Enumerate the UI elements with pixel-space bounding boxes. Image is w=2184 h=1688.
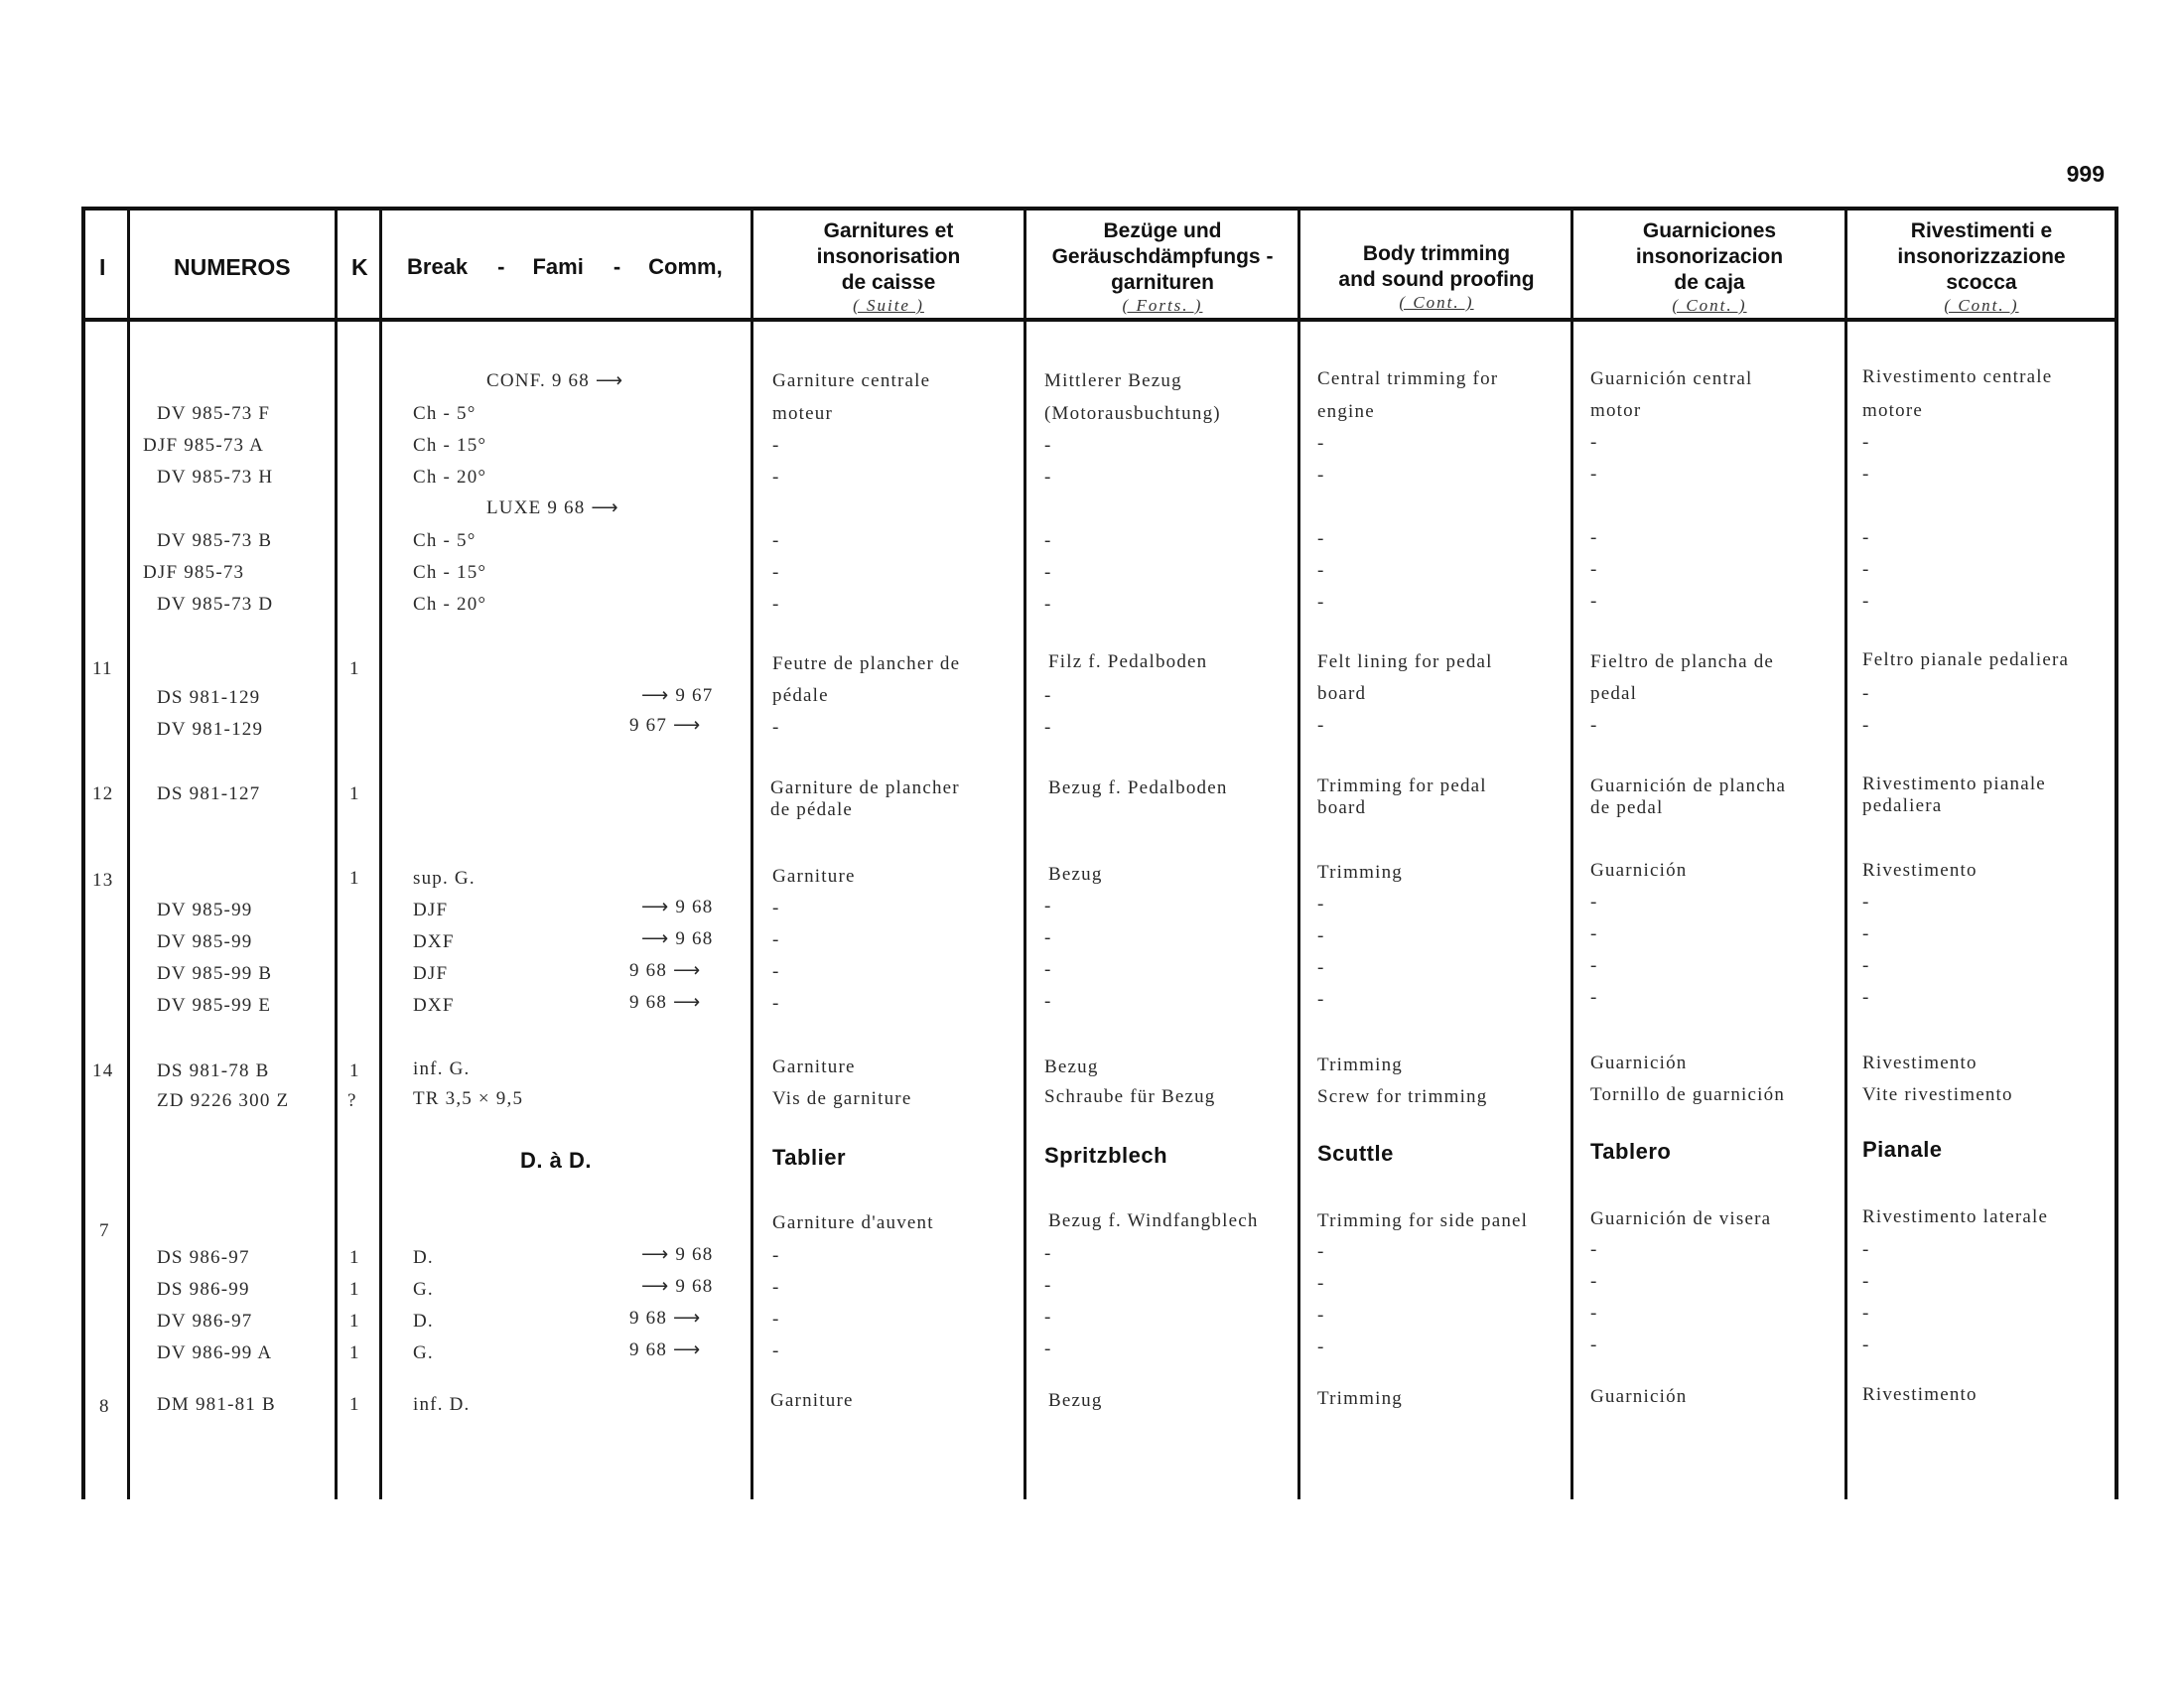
item-number: 13 xyxy=(92,870,114,891)
cell-k: 1 xyxy=(349,1342,360,1363)
cell-de: - xyxy=(1044,685,1052,706)
cell-it: pedaliera xyxy=(1862,795,1943,816)
item-number: 12 xyxy=(92,783,114,804)
cell-fr: Garniture xyxy=(772,1056,856,1077)
cell-fr: - xyxy=(772,530,780,551)
cell-fr: - xyxy=(772,1309,780,1330)
header-it-line: Rivestimenti e xyxy=(1910,219,2053,242)
cell-en: - xyxy=(1317,1336,1325,1357)
cell-fr: - xyxy=(772,961,780,982)
cell-de: Bezug xyxy=(1048,864,1103,885)
cell-break: DJF xyxy=(413,900,449,920)
cell-k: 1 xyxy=(349,868,360,889)
section-heading-en: Scuttle xyxy=(1317,1141,1394,1166)
cell-k: ? xyxy=(347,1090,357,1111)
range-header: LUXE 9 68 ⟶ xyxy=(486,497,619,518)
cell-de: Filz f. Pedalboden xyxy=(1048,651,1208,672)
header-en-line: and sound proofing xyxy=(1338,268,1535,291)
section-heading-es: Tablero xyxy=(1590,1139,1672,1164)
cell-es: motor xyxy=(1590,400,1642,421)
cell-de: Bezug f. Windfangblech xyxy=(1048,1210,1259,1231)
cell-de: - xyxy=(1044,562,1052,583)
cell-de: - xyxy=(1044,927,1052,948)
cell-break: D. xyxy=(413,1311,434,1332)
cell-it: - xyxy=(1862,527,1870,548)
cell-fr: - xyxy=(772,993,780,1014)
header-dash: - xyxy=(497,254,505,279)
cell-it: - xyxy=(1862,591,1870,612)
cell-comm: ⟶ 9 68 xyxy=(641,897,714,917)
table-top-rule xyxy=(81,207,2118,211)
column-divider xyxy=(751,211,753,1499)
cell-comm: ⟶ 9 68 xyxy=(641,1276,714,1297)
cell-en: - xyxy=(1317,465,1325,486)
header-col-numeros xyxy=(174,212,291,322)
cell-en: - xyxy=(1317,925,1325,946)
cell-en: - xyxy=(1317,528,1325,549)
cell-break: TR 3,5 × 9,5 xyxy=(413,1088,524,1109)
cell-de: Bezug f. Pedalboden xyxy=(1048,777,1228,798)
cell-en: board xyxy=(1317,683,1367,704)
cell-break: DXF xyxy=(413,995,455,1016)
part-number: DV 985-99 xyxy=(157,931,253,952)
header-it-line: scocca xyxy=(1946,271,2017,294)
header-es-line: de caja xyxy=(1674,271,1745,294)
cell-de: Mittlerer Bezug xyxy=(1044,370,1182,391)
cell-es: Fieltro de plancha de xyxy=(1590,651,1775,672)
header-col-fr xyxy=(754,212,1023,322)
cell-k: 1 xyxy=(349,1311,360,1332)
part-number: DS 981-129 xyxy=(157,687,261,708)
header-fr-line: de caisse xyxy=(841,271,936,294)
item-number: 7 xyxy=(99,1220,110,1241)
column-divider xyxy=(127,211,130,1499)
cell-es: - xyxy=(1590,1239,1598,1260)
cell-fr: - xyxy=(772,898,780,918)
cell-de: - xyxy=(1044,1307,1052,1328)
cell-es: - xyxy=(1590,464,1598,485)
column-divider xyxy=(379,211,382,1499)
cell-de: - xyxy=(1044,530,1052,551)
header-col-break-fami-comm xyxy=(407,212,723,322)
section-heading-it: Pianale xyxy=(1862,1137,1943,1162)
cell-break: sup. G. xyxy=(413,868,476,889)
header-col-i xyxy=(99,212,105,322)
cell-en: Screw for trimming xyxy=(1317,1086,1488,1107)
cell-k: 1 xyxy=(349,1060,360,1081)
cell-break: D. xyxy=(413,1247,434,1268)
header-col-es xyxy=(1574,212,1844,322)
cell-en: - xyxy=(1317,1241,1325,1262)
column-divider xyxy=(1844,211,1847,1499)
cell-k: 1 xyxy=(349,783,360,804)
cell-it: - xyxy=(1862,987,1870,1008)
cell-it: - xyxy=(1862,1303,1870,1324)
header-comm-label: Comm, xyxy=(648,254,723,279)
cell-es: - xyxy=(1590,955,1598,976)
cell-es: Guarnición central xyxy=(1590,368,1753,389)
cell-en: Central trimming for xyxy=(1317,368,1499,389)
cell-comm: 9 68 ⟶ xyxy=(629,1308,702,1329)
cell-break: inf. G. xyxy=(413,1058,471,1079)
cell-en: - xyxy=(1317,560,1325,581)
cell-fr: - xyxy=(772,1340,780,1361)
column-divider xyxy=(335,211,338,1499)
cell-break: DJF xyxy=(413,963,449,984)
cell-fr: - xyxy=(772,435,780,456)
header-col-de xyxy=(1027,212,1297,322)
cell-it: Vite rivestimento xyxy=(1862,1084,2013,1105)
section-heading: D. à D. xyxy=(520,1148,592,1173)
header-col-k xyxy=(351,212,368,322)
cell-es: Guarnición xyxy=(1590,1053,1688,1073)
header-col-en xyxy=(1301,212,1571,322)
cell-fr: Garniture xyxy=(770,1390,854,1411)
cell-fr: Garniture centrale xyxy=(772,370,931,391)
item-number: 14 xyxy=(92,1060,114,1081)
cell-it: - xyxy=(1862,432,1870,453)
section-heading-de: Spritzblech xyxy=(1044,1143,1168,1168)
column-divider xyxy=(81,211,85,1499)
cell-en: - xyxy=(1317,592,1325,613)
cell-fr: Garniture d'auvent xyxy=(772,1212,934,1233)
cell-es: - xyxy=(1590,1335,1598,1355)
cell-it: Rivestimento centrale xyxy=(1862,366,2053,387)
cell-fr: Garniture xyxy=(772,866,856,887)
part-number: DV 986-97 xyxy=(157,1311,253,1332)
cell-it: Rivestimento pianale xyxy=(1862,774,2046,794)
part-number: DV 985-73 F xyxy=(157,403,271,424)
cell-fr: - xyxy=(772,594,780,615)
cell-de: - xyxy=(1044,467,1052,488)
page-number: 999 xyxy=(2066,161,2105,187)
header-break-label: Break xyxy=(407,254,469,279)
cell-it: Rivestimento xyxy=(1862,860,1978,881)
cell-comm: ⟶ 9 68 xyxy=(641,928,714,949)
cell-en: Trimming xyxy=(1317,862,1403,883)
cell-de: Bezug xyxy=(1048,1390,1103,1411)
cell-it: Rivestimento laterale xyxy=(1862,1206,2049,1227)
header-en-sub: ( Cont. ) xyxy=(1399,293,1474,312)
cell-en: - xyxy=(1317,989,1325,1010)
cell-es: Guarnición xyxy=(1590,860,1688,881)
range-header: CONF. 9 68 ⟶ xyxy=(486,370,624,391)
cell-es: - xyxy=(1590,591,1598,612)
header-es-sub: ( Cont. ) xyxy=(1672,296,1747,315)
cell-break: G. xyxy=(413,1342,434,1363)
cell-de: - xyxy=(1044,896,1052,916)
cell-comm: 9 68 ⟶ xyxy=(629,992,702,1013)
cell-fr: pédale xyxy=(772,685,829,706)
header-it-line: insonorizzazione xyxy=(1897,245,2066,268)
cell-de: - xyxy=(1044,991,1052,1012)
cell-it: Rivestimento xyxy=(1862,1053,1978,1073)
cell-fr: - xyxy=(772,929,780,950)
cell-break: Ch - 5° xyxy=(413,403,477,424)
item-number: 11 xyxy=(92,658,113,679)
cell-de: (Motorausbuchtung) xyxy=(1044,403,1221,424)
cell-de: - xyxy=(1044,717,1052,738)
column-divider xyxy=(1570,211,1573,1499)
cell-break: inf. D. xyxy=(413,1394,471,1415)
header-de-line: garnituren xyxy=(1111,271,1214,294)
item-number: 8 xyxy=(99,1396,110,1417)
cell-en: Trimming for pedal xyxy=(1317,775,1487,796)
part-number: DV 986-99 A xyxy=(157,1342,273,1363)
cell-en: engine xyxy=(1317,401,1375,422)
cell-de: - xyxy=(1044,1243,1052,1264)
cell-de: - xyxy=(1044,435,1052,456)
cell-es: Guarnición de visera xyxy=(1590,1208,1772,1229)
header-de-line: Bezüge und xyxy=(1103,219,1222,242)
part-number: DV 985-99 xyxy=(157,900,253,920)
cell-de: - xyxy=(1044,594,1052,615)
part-number: DS 981-78 B xyxy=(157,1060,270,1081)
cell-en: board xyxy=(1317,797,1367,818)
cell-de: - xyxy=(1044,1275,1052,1296)
part-number: DV 985-73 D xyxy=(157,594,274,615)
cell-es: - xyxy=(1590,1303,1598,1324)
cell-comm: ⟶ 9 67 xyxy=(641,685,714,706)
cell-es: Guarnición xyxy=(1590,1386,1688,1407)
cell-de: Schraube für Bezug xyxy=(1044,1086,1216,1107)
cell-fr: Garniture de plancher xyxy=(770,777,960,798)
part-number: DV 985-73 H xyxy=(157,467,274,488)
cell-comm: 9 68 ⟶ xyxy=(629,1339,702,1360)
header-fr-line: Garnitures et xyxy=(823,219,954,242)
header-de-sub: ( Forts. ) xyxy=(1122,296,1203,315)
header-numeros-label: NUMEROS xyxy=(174,253,291,280)
cell-k: 1 xyxy=(349,658,360,679)
column-divider xyxy=(2115,211,2118,1499)
cell-es: - xyxy=(1590,987,1598,1008)
cell-k: 1 xyxy=(349,1247,360,1268)
cell-break: Ch - 20° xyxy=(413,594,487,615)
cell-es: - xyxy=(1590,559,1598,580)
cell-fr: - xyxy=(772,1245,780,1266)
cell-it: - xyxy=(1862,1239,1870,1260)
part-number: DS 986-97 xyxy=(157,1247,250,1268)
cell-it: - xyxy=(1862,892,1870,913)
cell-fr: - xyxy=(772,1277,780,1298)
cell-break: Ch - 5° xyxy=(413,530,477,551)
cell-en: Felt lining for pedal xyxy=(1317,651,1493,672)
part-number: DS 986-99 xyxy=(157,1279,250,1300)
part-number: DS 981-127 xyxy=(157,783,261,804)
cell-en: Trimming xyxy=(1317,1055,1403,1075)
cell-es: pedal xyxy=(1590,683,1638,704)
cell-comm: 9 67 ⟶ xyxy=(629,715,702,736)
part-number: ZD 9226 300 Z xyxy=(157,1090,290,1111)
cell-es: - xyxy=(1590,432,1598,453)
header-k-label: K xyxy=(351,253,368,280)
part-number: DV 985-99 E xyxy=(157,995,272,1016)
section-heading-fr: Tablier xyxy=(772,1145,847,1170)
cell-fr: - xyxy=(772,717,780,738)
cell-it: Rivestimento xyxy=(1862,1384,1978,1405)
cell-es: - xyxy=(1590,892,1598,913)
cell-en: - xyxy=(1317,1273,1325,1294)
cell-break: DXF xyxy=(413,931,455,952)
cell-fr: de pédale xyxy=(770,799,854,820)
cell-k: 1 xyxy=(349,1279,360,1300)
header-it-sub: ( Cont. ) xyxy=(1944,296,2019,315)
cell-fr: - xyxy=(772,467,780,488)
cell-it: - xyxy=(1862,923,1870,944)
cell-de: - xyxy=(1044,959,1052,980)
cell-it: motore xyxy=(1862,400,1924,421)
cell-break: Ch - 15° xyxy=(413,435,487,456)
cell-it: - xyxy=(1862,955,1870,976)
cell-es: - xyxy=(1590,1271,1598,1292)
cell-fr: moteur xyxy=(772,403,834,424)
cell-it: - xyxy=(1862,715,1870,736)
cell-es: - xyxy=(1590,715,1598,736)
cell-es: - xyxy=(1590,527,1598,548)
part-number: DJF 985-73 A xyxy=(143,435,265,456)
cell-comm: 9 68 ⟶ xyxy=(629,960,702,981)
cell-it: - xyxy=(1862,1271,1870,1292)
part-number: DM 981-81 B xyxy=(157,1394,276,1415)
part-number: DV 981-129 xyxy=(157,719,264,740)
cell-break: G. xyxy=(413,1279,434,1300)
cell-es: de pedal xyxy=(1590,797,1664,818)
cell-it: - xyxy=(1862,1335,1870,1355)
header-es-line: insonorizacion xyxy=(1635,245,1784,268)
cell-en: - xyxy=(1317,957,1325,978)
cell-en: - xyxy=(1317,1305,1325,1326)
cell-it: Feltro pianale pedaliera xyxy=(1862,649,2070,670)
column-divider xyxy=(1024,211,1026,1499)
cell-en: - xyxy=(1317,433,1325,454)
header-es-line: Guarniciones xyxy=(1642,219,1777,242)
cell-break: Ch - 15° xyxy=(413,562,487,583)
cell-de: - xyxy=(1044,1338,1052,1359)
cell-de: Bezug xyxy=(1044,1056,1099,1077)
header-i-label: I xyxy=(99,253,106,280)
cell-es: - xyxy=(1590,923,1598,944)
header-dash: - xyxy=(613,254,621,279)
cell-it: - xyxy=(1862,683,1870,704)
cell-es: Guarnición de plancha xyxy=(1590,775,1787,796)
cell-en: - xyxy=(1317,715,1325,736)
header-en-line: Body trimming xyxy=(1362,242,1511,265)
header-de-line: Geräuschdämpfungs - xyxy=(1051,245,1274,268)
header-fami-label: Fami xyxy=(532,254,584,279)
column-divider xyxy=(1297,211,1300,1499)
header-col-it xyxy=(1848,212,2115,322)
header-fr-line: insonorisation xyxy=(816,245,961,268)
cell-en: Trimming for side panel xyxy=(1317,1210,1529,1231)
cell-es: Tornillo de guarnición xyxy=(1590,1084,1786,1105)
part-number: DJF 985-73 xyxy=(143,562,245,583)
cell-k: 1 xyxy=(349,1394,360,1415)
cell-comm: ⟶ 9 68 xyxy=(641,1244,714,1265)
cell-fr: Feutre de plancher de xyxy=(772,653,961,674)
cell-it: - xyxy=(1862,464,1870,485)
cell-fr: Vis de garniture xyxy=(772,1088,912,1109)
cell-fr: - xyxy=(772,562,780,583)
cell-en: - xyxy=(1317,894,1325,914)
cell-break: Ch - 20° xyxy=(413,467,487,488)
part-number: DV 985-99 B xyxy=(157,963,273,984)
part-number: DV 985-73 B xyxy=(157,530,273,551)
cell-en: Trimming xyxy=(1317,1388,1403,1409)
cell-it: - xyxy=(1862,559,1870,580)
header-fr-sub: ( Suite ) xyxy=(853,296,924,315)
